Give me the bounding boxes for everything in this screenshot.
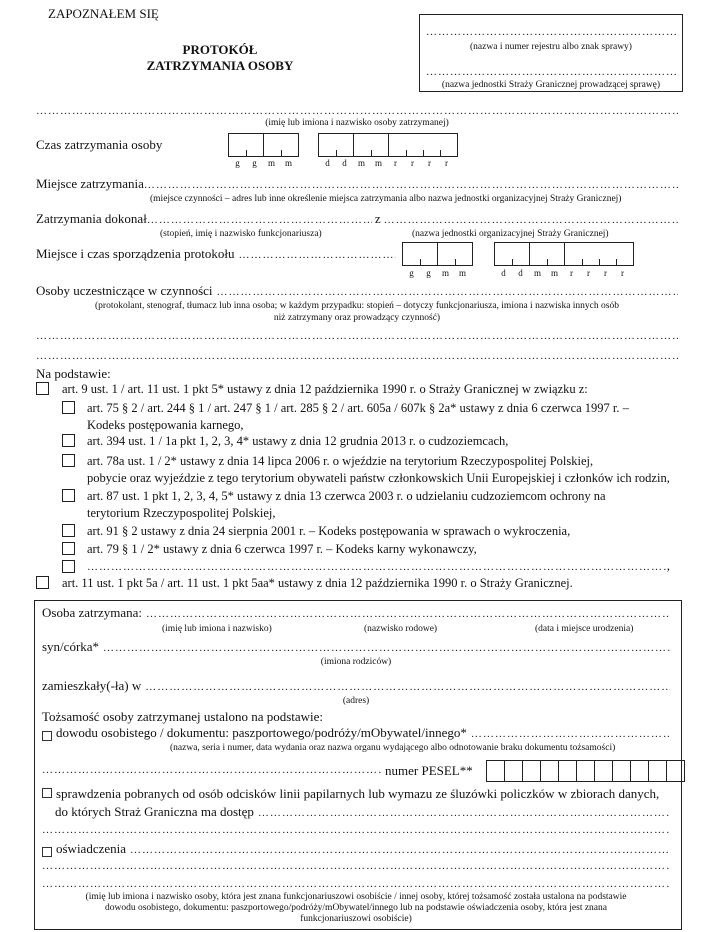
fingerprint-checkbox[interactable] (42, 788, 52, 798)
id-document-caption: (nazwa, seria i numer, data wydania oraz nazwa organu wydającego albo odnotowanie braku dokumentu tożsamości) (170, 743, 616, 753)
detainee-label: Osoba zatrzymana: (42, 605, 142, 620)
detainee-name-field[interactable] (146, 607, 670, 621)
basis-item-6-line1: art. 79 § 1 / 2* ustawy z dnia 6 czerwca 1997 r. – Kodeks karny wykonawczy, (87, 542, 477, 556)
basis-item-6-checkbox[interactable] (62, 542, 75, 555)
parents-row (42, 639, 670, 655)
fingerprint-row (55, 804, 670, 820)
basis-item-4-line2: terytorium Rzeczypospolitej Polskiej, (87, 506, 276, 520)
detainee-birth-caption: (data i miejsce urodzenia) (535, 624, 634, 634)
basis-other-field[interactable] (87, 560, 667, 574)
address-caption: (adres) (342, 696, 370, 706)
pesel-name-field[interactable] (42, 763, 382, 777)
unit-caption: (nazwa jednostki Straży Granicznej prowadzącej sprawę) (441, 80, 661, 90)
detainee-family-name-caption: (nazwisko rodowe) (364, 624, 438, 634)
basis-other-checkbox[interactable] (62, 560, 75, 573)
detention-date-letters: d d m m r r r r (325, 158, 448, 168)
detainee-row (42, 605, 670, 621)
detention-hour-boxes[interactable] (228, 133, 299, 157)
statement-extra-line-1[interactable] (42, 859, 670, 873)
unit-name-field[interactable] (426, 65, 676, 79)
basis-item-5-checkbox[interactable] (62, 524, 75, 537)
case-register-box (419, 14, 683, 92)
residence-label: zamieszkały(-ła) w (42, 678, 142, 693)
register-caption: (nazwa i numer rejestru albo znak sprawy) (470, 42, 632, 52)
detained-by-separator: z (374, 211, 381, 226)
detained-person-name-field[interactable] (36, 104, 678, 118)
detained-by-row (36, 211, 678, 227)
fingerprint-line2: do których Straż Graniczna ma dostęp (55, 804, 254, 819)
basis-item-2-checkbox[interactable] (62, 434, 75, 447)
protocol-date-boxes[interactable] (494, 242, 634, 266)
participants-caption-line2: niż zatrzymany oraz prowadzący czynność) (273, 313, 441, 323)
basis-item-4-line1: art. 87 ust. 1 pkt 1, 2, 3, 4, 5* ustawy z dnia 13 czerwca 2003 r. o udzielaniu cudzoziemcom ochrony na (87, 489, 606, 503)
participants-row (36, 283, 678, 299)
final-caption-line1: (imię lub imiona i nazwisko osoby, która jest znana funkcjonariuszowi osobiście / innej osoby, której tożsamość została ustalona na podstawie (85, 892, 627, 902)
detention-hour-letters: g g m m (235, 158, 292, 168)
basis-item-3-line2: pobycie oraz wyjeździe z tego terytorium obywateli państw członkowskich Unii Europejskiej i członków ich rodzin, (87, 471, 670, 485)
acknowledgement-label: ZAPOZNAŁEM SIĘ (48, 6, 159, 21)
participants-extra-line-2[interactable] (36, 349, 678, 363)
statement-label: oświadczenia (56, 841, 127, 856)
register-number-field[interactable] (426, 25, 676, 39)
basis-item-5-line1: art. 91 § 2 ustawy z dnia 24 sierpnia 2001 r. – Kodeks postępowania w sprawach o wykroczenia, (87, 524, 571, 538)
id-document-field[interactable] (471, 727, 670, 741)
identity-label: Tożsamość osoby zatrzymanej ustalono na podstawie: (42, 709, 324, 724)
detention-time-label: Czas zatrzymania osoby (36, 137, 163, 152)
fingerprint-text: sprawdzenia pobranych od osób odcisków linii papilarnych lub wymazu ze śluzówki policzków w zbiorach danych, (56, 786, 660, 801)
basis-item-3-line1: art. 78a ust. 1 / 2* ustawy z dnia 14 lipca 2006 r. o wjeździe na terytorium Rzeczypospolitej Polskiej, (87, 454, 594, 468)
form-title-line2: ZATRZYMANIA OSOBY (146, 58, 294, 73)
basis-item-1-checkbox[interactable] (62, 401, 75, 414)
statement-field[interactable] (130, 843, 670, 857)
participants-field[interactable] (217, 285, 678, 299)
basis-item-1-line1: art. 75 § 2 / art. 244 § 1 / art. 247 § 1 / art. 285 § 2 / art. 605a / 607k § 2a* ustawy z dnia 6 czerwca 1997 r. – (87, 401, 629, 415)
detaining-officer-field[interactable] (147, 213, 372, 227)
residence-field[interactable] (145, 680, 670, 694)
basis-other-row (87, 558, 670, 574)
basis-item-2-line1: art. 394 ust. 1 / 1a pkt 1, 2, 3, 4* ustawy z dnia 12 grudnia 2013 r. o cudzoziemcach, (87, 434, 509, 448)
pesel-row (42, 763, 382, 777)
detention-place-caption: (miejsce czynności – adres lub inne określenie miejsca zatrzymania albo nazwa jednostki organizacyjnej Straży Granicznej) (150, 194, 622, 204)
child-of-label: syn/córka* (42, 639, 100, 654)
id-document-row (42, 725, 670, 741)
fingerprint-extra-line[interactable] (42, 823, 670, 837)
detaining-unit-caption: (nazwa jednostki organizacyjnej Straży Granicznej) (412, 229, 609, 239)
basis-item-3-checkbox[interactable] (62, 454, 75, 467)
protocol-date-letters: d d m m r r r r (501, 268, 624, 278)
residence-row (42, 678, 670, 694)
basis-alt-checkbox[interactable] (36, 576, 49, 589)
basis-main-text: art. 9 ust. 1 / art. 11 ust. 1 pkt 5* ustawy z dnia 12 października 1990 r. o Straży Granicznej w związku z: (62, 382, 588, 396)
protocol-hour-letters: g g m m (409, 268, 466, 278)
statement-checkbox[interactable] (42, 847, 52, 857)
detaining-unit-field[interactable] (384, 213, 678, 227)
basis-label: Na podstawie: (36, 366, 111, 381)
final-caption-line2: dowodu osobistego, dokumentu: paszportowego/podróży/mObywatel/innego lub na podstawie oświadczenia osoby, która jest znana (105, 903, 607, 913)
detention-place-row (36, 176, 678, 192)
basis-other-suffix: , (666, 558, 670, 573)
protocol-place-row (36, 246, 396, 262)
statement-row (42, 841, 670, 857)
pesel-boxes[interactable] (486, 760, 685, 782)
protocol-place-label: Miejsce i czas sporządzenia protokołu (36, 246, 235, 261)
basis-alt-text: art. 11 ust. 1 pkt 5a / art. 11 ust. 1 pkt 5aa* ustawy z dnia 12 października 1990 r. o Straży Granicznej. (62, 576, 573, 590)
detained-by-label: Zatrzymania dokonał (36, 211, 147, 226)
pesel-label: numer PESEL** (385, 763, 473, 778)
participants-extra-line-1[interactable] (36, 329, 678, 343)
form-title-line1: PROTOKÓŁ (182, 42, 258, 57)
basis-item-1-line2: Kodeks postępowania karnego, (87, 418, 244, 432)
statement-extra-line-2[interactable] (42, 877, 670, 891)
detainee-name-caption: (imię lub imiona i nazwisko) (162, 624, 272, 634)
final-caption-line3: funkcjonariuszowi osobiście) (300, 914, 412, 924)
detention-date-boxes[interactable] (318, 133, 458, 157)
detained-person-caption: (imię lub imiona i nazwisko osoby zatrzymanej) (265, 118, 449, 128)
id-document-label: dowodu osobistego / dokumentu: paszportowego/podróży/mObywatel/innego* (56, 725, 467, 740)
detention-place-field[interactable] (144, 178, 678, 192)
basis-main-checkbox[interactable] (36, 382, 49, 395)
parents-field[interactable] (103, 641, 670, 655)
fingerprint-line1 (42, 786, 659, 802)
fingerprint-field[interactable] (258, 806, 670, 820)
protocol-place-field[interactable] (239, 248, 396, 262)
protocol-hour-boxes[interactable] (402, 242, 473, 266)
participants-caption-line1: (protokolant, stenograf, tłumacz lub inna osoba; w każdym przypadku: stopień – dotyczy funkcjonariusza, imiona i nazwiska innych osób (95, 301, 619, 311)
participants-label: Osoby uczestniczące w czynności (36, 283, 213, 298)
detention-place-label: Miejsce zatrzymania (36, 176, 144, 191)
detaining-officer-caption: (stopień, imię i nazwisko funkcjonariusza) (160, 229, 322, 239)
parents-caption: (imiona rodziców) (320, 657, 392, 667)
basis-item-4-checkbox[interactable] (62, 489, 75, 502)
id-document-checkbox[interactable] (42, 731, 52, 741)
